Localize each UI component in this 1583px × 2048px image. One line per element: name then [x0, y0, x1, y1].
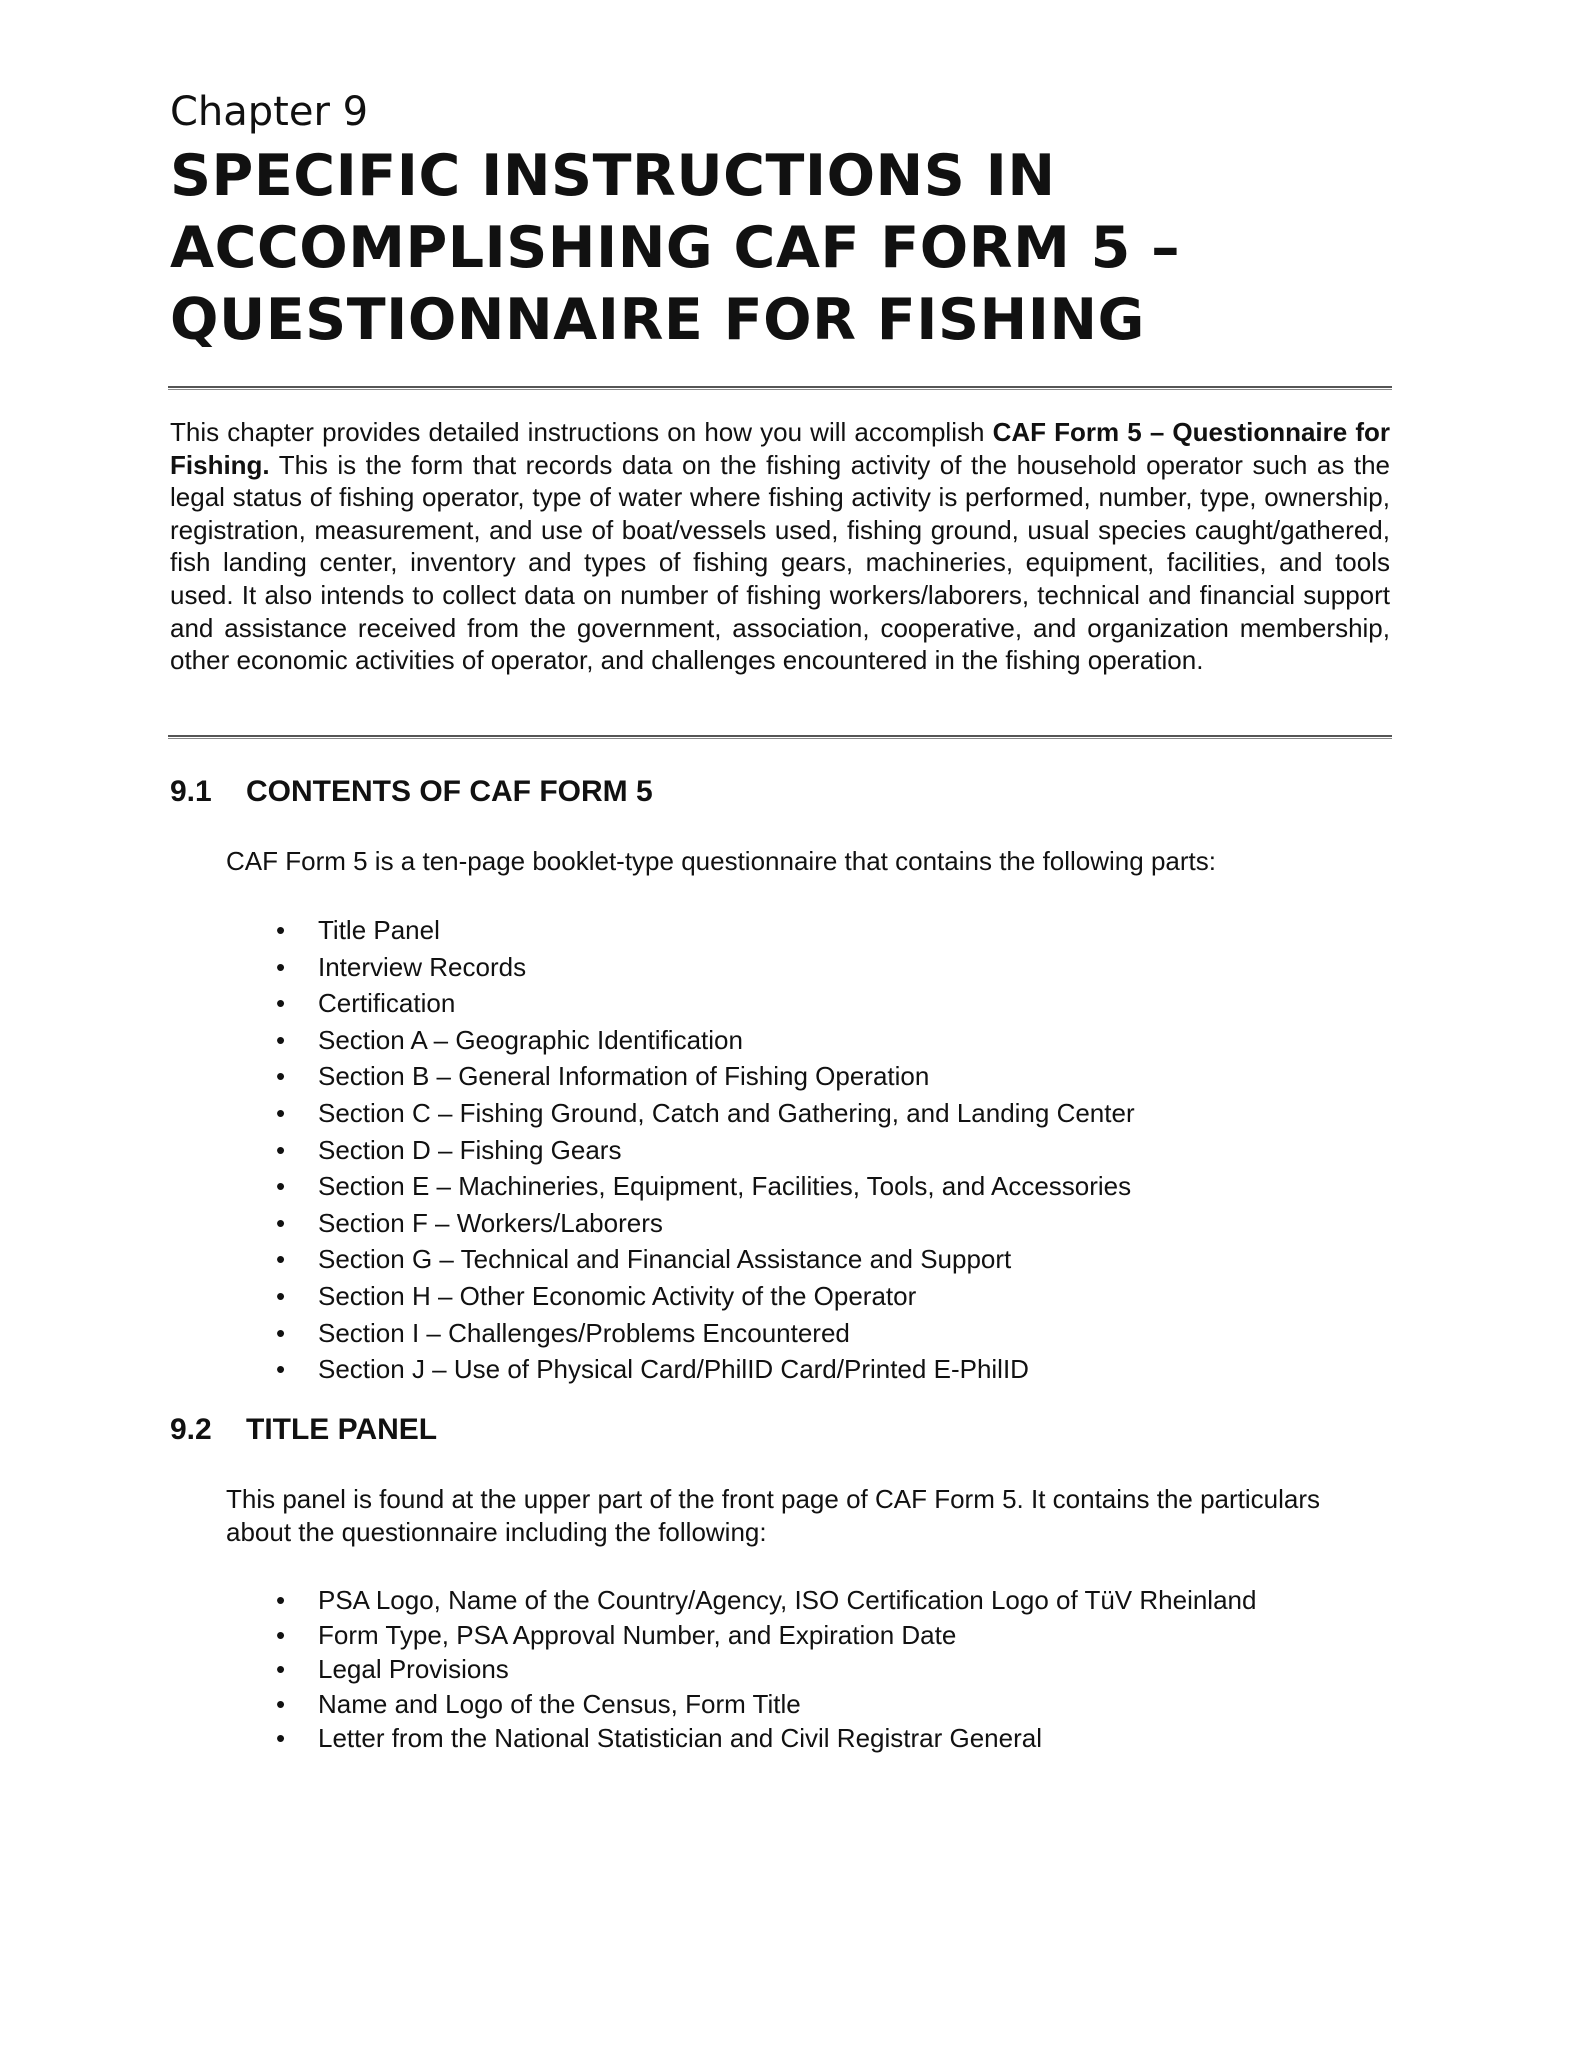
list-item: • Certification [272, 985, 1135, 1022]
list-item: • Section H – Other Economic Activity of the Operator [272, 1278, 1135, 1315]
chapter-title [170, 140, 1410, 356]
list-item: • Letter from the National Statistician and Civil Registrar General [272, 1721, 1256, 1756]
list-item: • Section D – Fishing Gears [272, 1132, 1135, 1169]
list-item: • Section E – Machineries, Equipment, Facilities, Tools, and Accessories [272, 1168, 1135, 1205]
list-item: • Section F – Workers/Laborers [272, 1205, 1135, 1242]
intro-rest: This is the form that records data on the fishing activity of the household operator such as the legal status of fishing operator, type of water where fishing activity is performed, number, type, ownership, registration, measurement, and use of boat/vessels used, fishing ground, usual species caught/gathered, fish landing center, inventory and types of fishing gears, machineries, equipment, facilities, and tools used. It also intends to collect data on number of fishing workers/laborers, technical and financial support and assistance received from the government, association, cooperative, and organization membership, other economic activities of operator, and challenges encountered in the fishing operation. [170, 449, 1390, 676]
list-item: • Legal Provisions [272, 1652, 1256, 1687]
contents-list [272, 912, 1135, 1388]
list-item: • Section A – Geographic Identification [272, 1022, 1135, 1059]
list-item: • Name and Logo of the Census, Form Title [272, 1687, 1256, 1722]
intro-lead: This chapter provides detailed instructions on how you will accomplish [170, 417, 993, 447]
list-item: • Section J – Use of Physical Card/PhilID Card/Printed E-PhilID [272, 1351, 1135, 1388]
section-heading-9-2 [170, 1412, 437, 1448]
list-item: • PSA Logo, Name of the Country/Agency, ISO Certification Logo of TüV Rheinland [272, 1583, 1256, 1618]
list-item: • Title Panel [272, 912, 1135, 949]
chapter-label: Chapter 9 [170, 89, 369, 135]
section-title: TITLE PANEL [246, 1413, 438, 1446]
section-number: 9.2 [170, 1413, 212, 1446]
list-item: • Form Type, PSA Approval Number, and Expiration Date [272, 1618, 1256, 1653]
chapter-title-line: SPECIFIC INSTRUCTIONS IN [170, 143, 1056, 209]
divider-top [168, 386, 1392, 390]
section-heading-9-1 [170, 774, 653, 810]
intro-form-name: CAF Form 5 – Questionnaire for Fishing. [170, 417, 1390, 480]
list-item: • Section I – Challenges/Problems Encountered [272, 1315, 1135, 1352]
list-item: • Section B – General Information of Fishing Operation [272, 1058, 1135, 1095]
section-9-2-paragraph: This panel is found at the upper part of the front page of CAF Form 5. It contains the particulars about the questionnaire including the following: [226, 1484, 1321, 1547]
title-panel-list [272, 1583, 1256, 1756]
chapter-title-line: QUESTIONNAIRE FOR FISHING [170, 287, 1145, 353]
divider-bottom [168, 735, 1392, 739]
section-number: 9.1 [170, 775, 212, 808]
section-9-1-paragraph: CAF Form 5 is a ten-page booklet-type questionnaire that contains the following parts: [226, 846, 1216, 876]
list-item: • Interview Records [272, 949, 1135, 986]
chapter-title-line: ACCOMPLISHING CAF FORM 5 – [170, 215, 1181, 281]
intro-paragraph [170, 416, 1390, 677]
list-item: • Section C – Fishing Ground, Catch and Gathering, and Landing Center [272, 1095, 1135, 1132]
section-title: CONTENTS OF CAF FORM 5 [246, 775, 653, 808]
list-item: • Section G – Technical and Financial Assistance and Support [272, 1241, 1135, 1278]
